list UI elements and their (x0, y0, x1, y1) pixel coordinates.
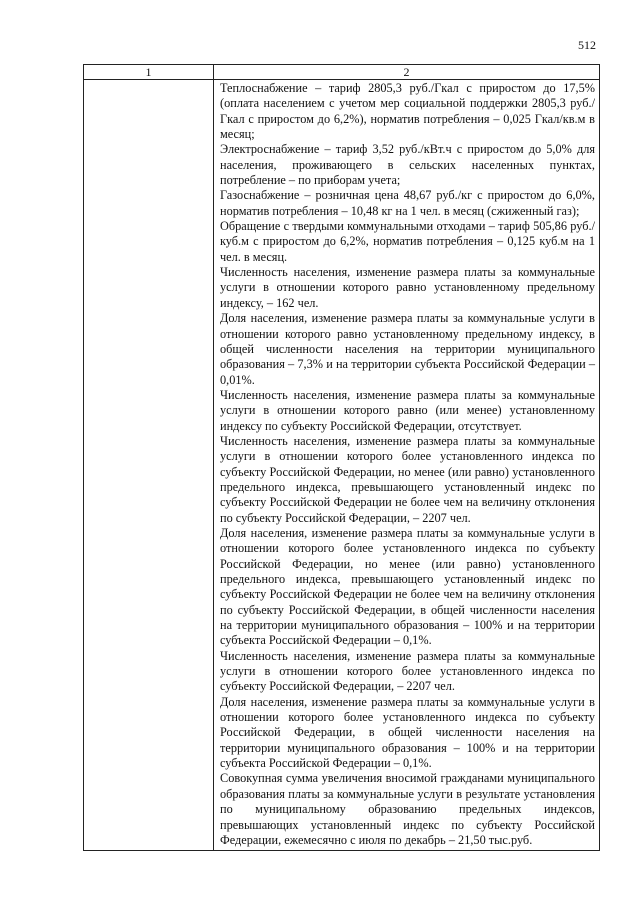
content-cell (214, 80, 600, 851)
paragraph-electricity-supply: Электроснабжение – тариф 3,52 руб./кВт.ч с приростом до 5,0% для населения, проживающего в сельских населенных пунктах, потребление – по приборам учета; (220, 142, 595, 188)
paragraph-population-equal-limit: Численность населения, изменение размера платы за коммунальные услуги в отношении которого равно установленному предельному индексу, – 162 чел. (220, 265, 595, 310)
paragraph-population-within-deviation: Численность населения, изменение размера платы за коммунальные услуги в отношении которого более установленного индекса по субъекту Российской Федерации, но менее (или равно) установленного предельного индекса, превышающего установленный индекс по субъекту Российской Федерации не более чем на величину отклонения по субъекту Российской Федерации, – 2207 чел. (220, 433, 595, 525)
paragraph-share-above-index: Доля населения, изменение размера платы за коммунальные услуги в отношении которого более установленного индекса по субъекту Российской Федерации, в общей численности населения на территории муниципального образования – 100% и на территории субъекта Российской Федерации – 0,1%. (220, 694, 595, 771)
table-header-row (84, 65, 600, 80)
paragraph-share-equal-limit: Доля населения, изменение размера платы за коммунальные услуги в отношении которого равно установленному предельному индексу, в общей численности населения на территории муниципального образования – 7,3% и на территории субъекта Российской Федерации – 0,01%. (220, 311, 595, 387)
column-header-1: 1 (84, 65, 214, 80)
paragraph-population-above-index: Численность населения, изменение размера платы за коммунальные услуги в отношении которого более установленного индекса по субъекту Российской Федерации, – 2207 чел. (220, 648, 595, 694)
paragraph-share-within-deviation: Доля населения, изменение размера платы за коммунальные услуги в отношении которого более установленного индекса по субъекту Российской Федерации, но менее (или равно) установленного предельного индекса, превышающего установленный индекс по субъекту Российской Федерации не более чем на величину отклонения по субъекту Российской Федерации, в общей численности населения на территории муниципального образования – 100% и на территории субъекта Российской Федерации – 0,1%. (220, 525, 595, 648)
paragraph-population-below-index: Численность населения, изменение размера платы за коммунальные услуги в отношении которого равно (или менее) установленному индексу по субъекту Российской Федерации, отсутствует. (220, 387, 595, 433)
paragraph-gas-supply: Газоснабжение – розничная цена 48,67 руб./кг с приростом до 6,0%, норматив потребления – 10,48 кг на 1 чел. в месяц (сжиженный газ); (220, 188, 595, 218)
column-header-2: 2 (214, 65, 600, 80)
paragraph-total-increase: Совокупная сумма увеличения вносимой гражданами муниципального образования платы за коммунальные услуги в результате установления по муниципальному образованию предельных индексов, превышающих установленный индекс по субъекту Российской Федерации, ежемесячно с июля по декабрь – 21,50 тыс.руб. (220, 771, 595, 847)
table-row (84, 80, 600, 851)
paragraph-heat-supply: Теплоснабжение – тариф 2805,3 руб./Гкал с приростом до 17,5% (оплата населением с учетом мер социальной поддержки 2805,3 руб./Гкал с приростом до 6,2%), норматив потребления – 0,025 Гкал/кв.м в месяц; (220, 81, 595, 142)
paragraph-solid-waste: Обращение с твердыми коммунальными отходами – тариф 505,86 руб./куб.м с приростом до 6,2%, норматив потребления – 0,125 куб.м на 1 чел. в месяц. (220, 219, 595, 264)
page-number: 512 (578, 38, 596, 52)
document-table (83, 64, 600, 851)
empty-cell (84, 80, 214, 851)
